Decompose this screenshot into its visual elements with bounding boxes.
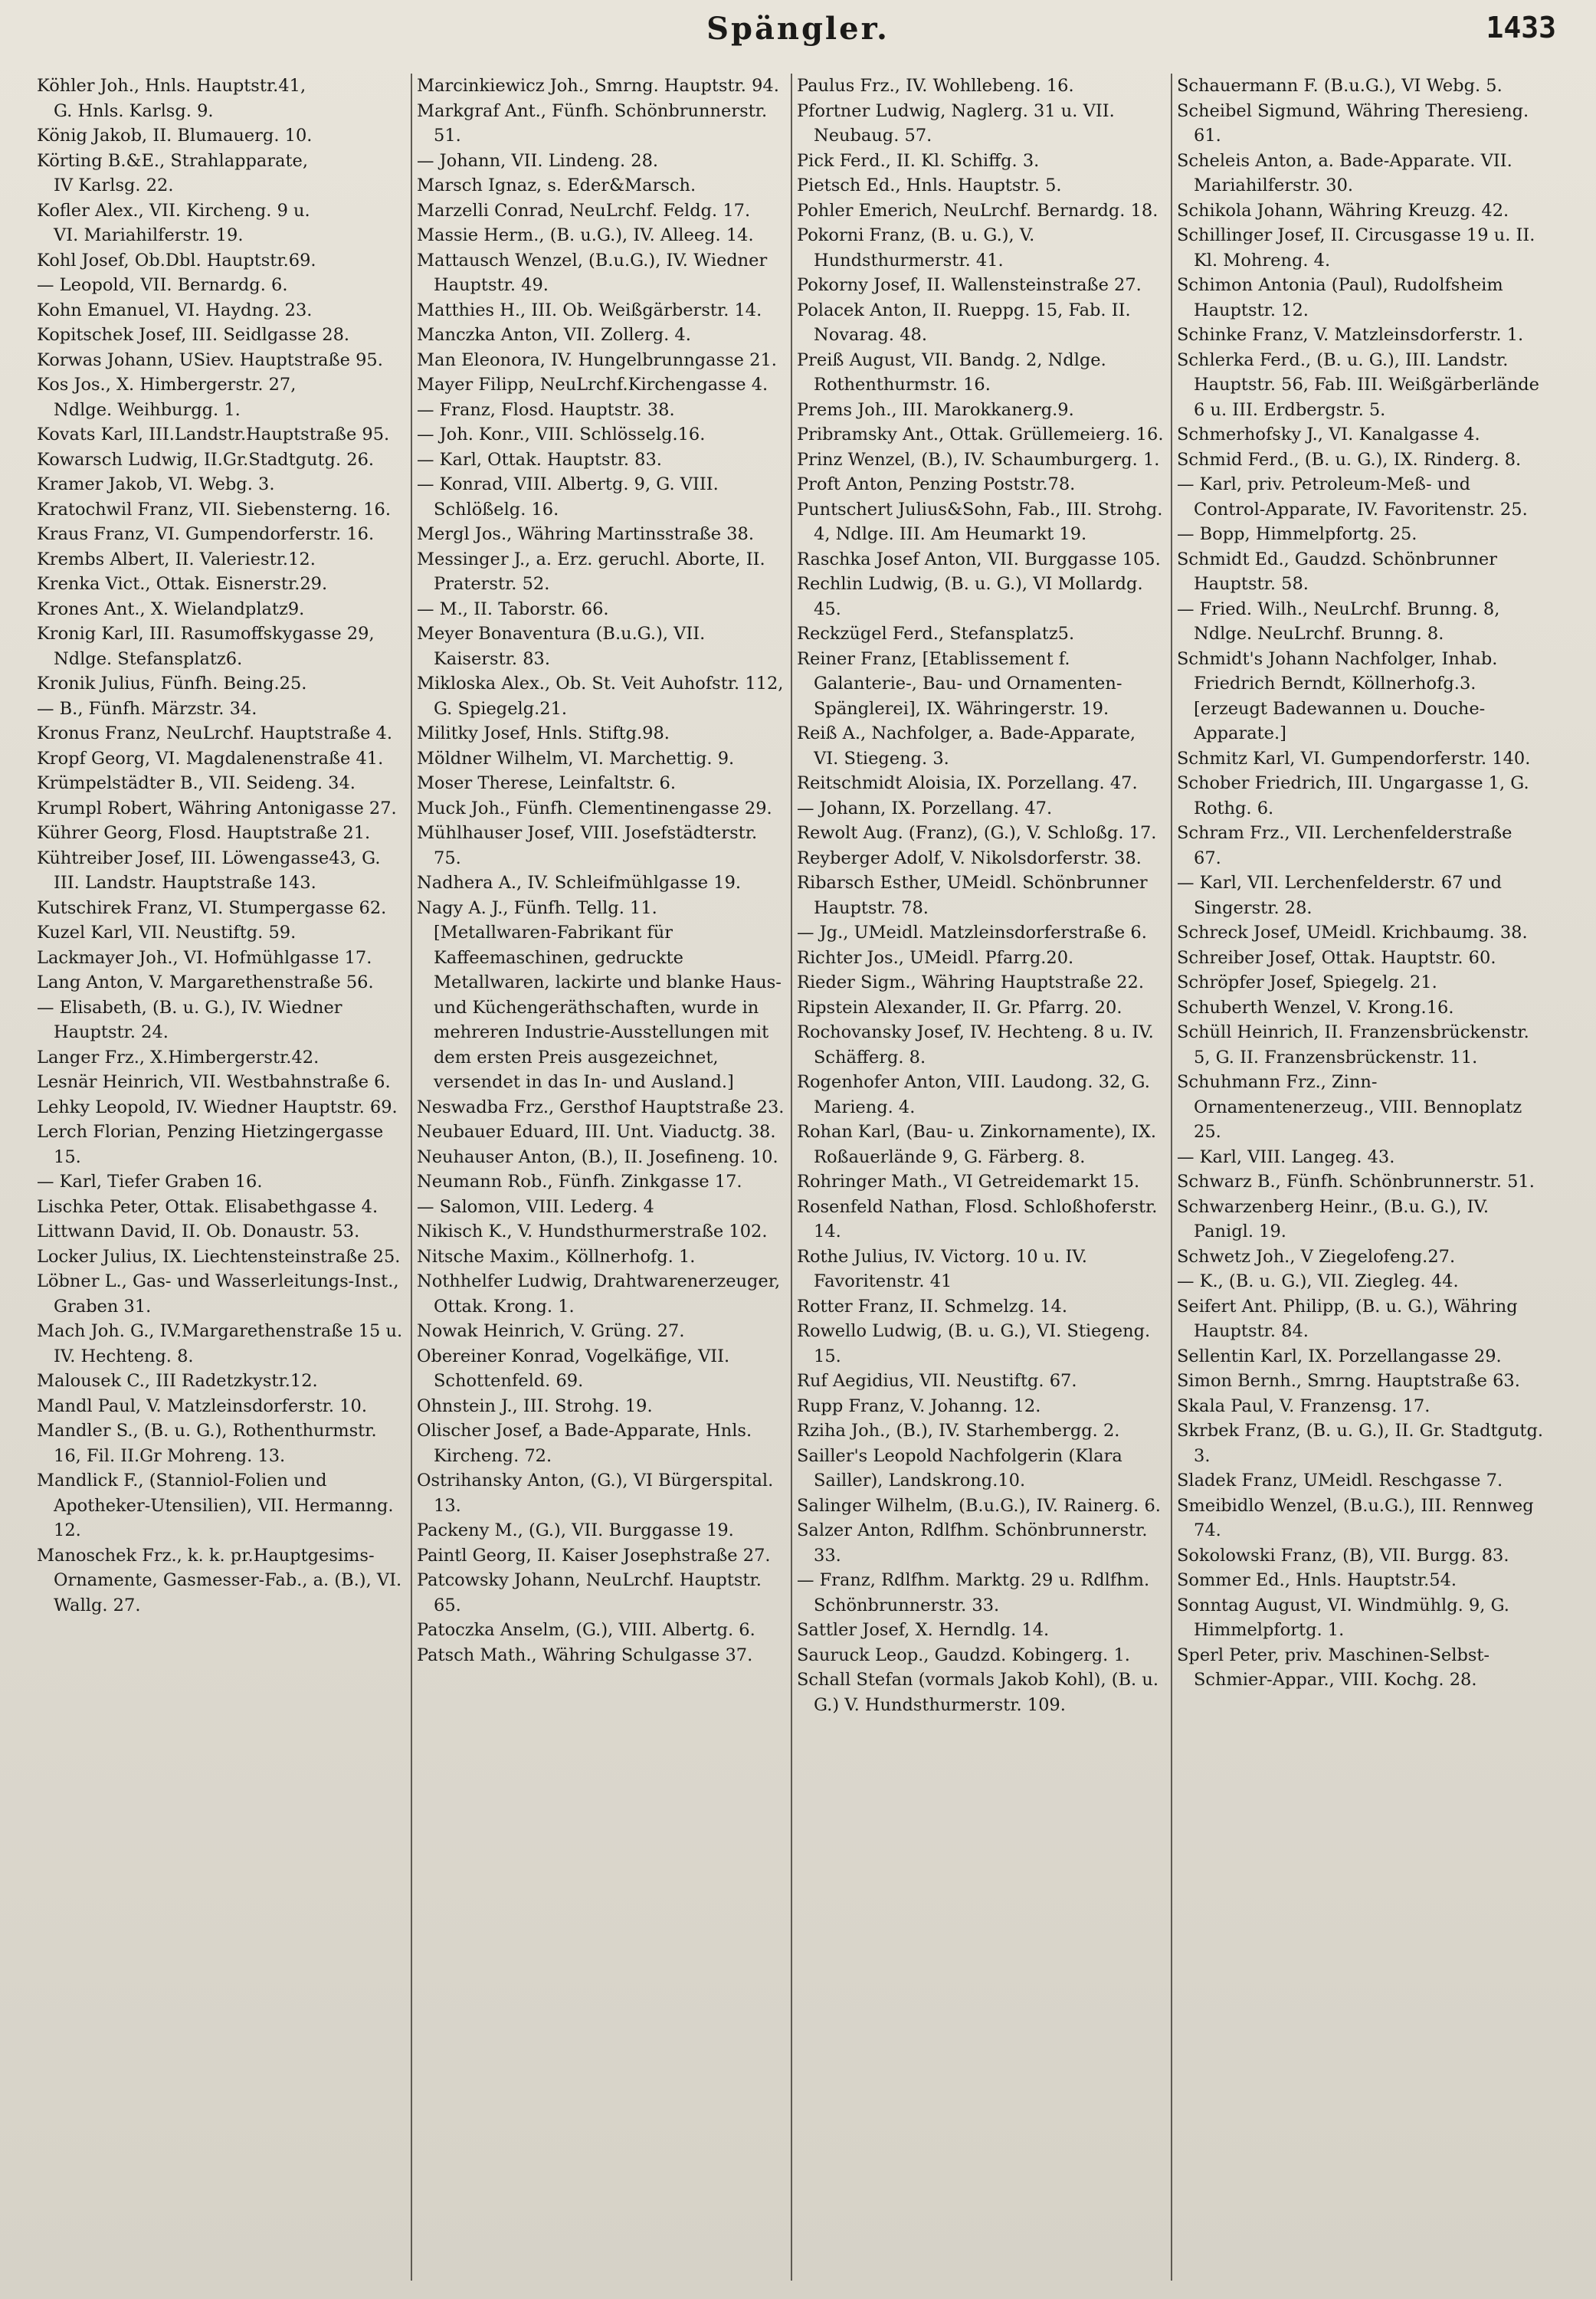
- directory-entry: Lerch Florian, Penzing Hietzingergasse 15.: [37, 1122, 384, 1167]
- directory-entry: Schauermann F. (B.u.G.), VI Webg. 5.: [1177, 76, 1503, 96]
- directory-entry: Mandlick F., (Stanniol-Folien und Apotheker-Utensilien), VII. Hermanng. 12.: [37, 1471, 394, 1540]
- directory-entry: — Karl, Ottak. Hauptstr. 83.: [417, 449, 662, 470]
- directory-entry: Salzer Anton, Rdlfhm. Schönbrunnerstr. 33.: [797, 1520, 1148, 1566]
- directory-entry: Mandl Paul, V. Matzleinsdorferstr. 10.: [37, 1395, 368, 1416]
- directory-entry: Kutschirek Franz, VI. Stumpergasse 62.: [37, 897, 387, 918]
- directory-entry: Krembs Albert, II. Valeriestr.12.: [37, 549, 316, 569]
- directory-entry: Kramer Jakob, VI. Webg. 3.: [37, 474, 275, 494]
- directory-entry: Muck Joh., Fünfh. Clementinengasse 29.: [417, 798, 772, 818]
- directory-entry: Man Eleonora, IV. Hungelbrunngasse 21.: [417, 349, 777, 370]
- directory-entry: Pribramsky Ant., Ottak. Grüllemeierg. 16.: [797, 425, 1164, 444]
- directory-entry: Rothe Julius, IV. Victorg. 10 u. IV. Favoritenstr. 41: [797, 1246, 1087, 1291]
- directory-entry: Prinz Wenzel, (B.), IV. Schaumburgerg. 1.: [797, 449, 1160, 470]
- directory-entry: Reyberger Adolf, V. Nikolsdorferstr. 38.: [797, 848, 1142, 868]
- directory-entry: Skrbek Franz, (B. u. G.), II. Gr. Stadtgutg. 3.: [1177, 1421, 1544, 1466]
- directory-entry: Kropf Georg, VI. Magdalenenstraße 41.: [37, 748, 384, 769]
- directory-entry: Kühtreiber Josef, III. Löwengasse43, G. III. Landstr. Hauptstraße 143.: [37, 848, 381, 893]
- directory-entry: Reckzügel Ferd., Stefansplatz5.: [797, 624, 1075, 644]
- directory-entry: Kos Jos., X. Himbergerstr. 27, Ndlge. Weihburgg. 1.: [37, 375, 297, 420]
- directory-entry: Massie Herm., (B. u.G.), IV. Alleeg. 14.: [417, 225, 754, 245]
- directory-entry: Sauruck Leop., Gaudzd. Kobingerg. 1.: [797, 1645, 1130, 1665]
- directory-entry: Messinger J., a. Erz. geruchl. Aborte, II. Praterstr. 52.: [417, 549, 765, 594]
- directory-entry: Mattausch Wenzel, (B.u.G.), IV. Wiedner Hauptstr. 49.: [417, 250, 768, 295]
- directory-entry: Rotter Franz, II. Schmelzg. 14.: [797, 1296, 1068, 1317]
- directory-entry: Rochovansky Josef, IV. Hechteng. 8 u. IV. Schäfferg. 8.: [797, 1022, 1154, 1068]
- directory-entry: Nitsche Maxim., Köllnerhofg. 1.: [417, 1246, 696, 1267]
- directory-entry: Schreck Josef, UMeidl. Krichbaumg. 38.: [1177, 923, 1528, 943]
- directory-entry: Patoczka Anselm, (G.), VIII. Albertg. 6.: [417, 1620, 755, 1640]
- directory-entry: Matthies H., III. Ob. Weißgärberstr. 14.: [417, 300, 762, 320]
- directory-entry: Packeny M., (G.), VII. Burggasse 19.: [417, 1520, 734, 1540]
- directory-entry: Pfortner Ludwig, Naglerg. 31 u. VII. Neubaug. 57.: [797, 100, 1115, 146]
- column-divider: [411, 74, 412, 2281]
- directory-entry: — B., Fünfh. Märzstr. 34.: [37, 698, 257, 719]
- directory-entry: Rohan Karl, (Bau- u. Zinkornamente), IX. Roßauerlände 9, G. Färberg. 8.: [797, 1122, 1157, 1167]
- directory-columns: [37, 74, 1546, 2281]
- directory-entry: — Elisabeth, (B. u. G.), IV. Wiedner Hauptstr. 24.: [37, 997, 342, 1042]
- directory-entry: Marsch Ignaz, s. Eder&Marsch.: [417, 175, 696, 195]
- directory-entry: Schillinger Josef, II. Circusgasse 19 u. II. Kl. Mohreng. 4.: [1177, 225, 1535, 271]
- directory-entry: Raschka Josef Anton, VII. Burggasse 105.: [797, 549, 1161, 569]
- directory-entry: — Franz, Rdlfhm. Marktg. 29 u. Rdlfhm. Schönbrunnerstr. 33.: [797, 1570, 1150, 1615]
- directory-entry: Littwann David, II. Ob. Donaustr. 53.: [37, 1222, 360, 1241]
- page-number: 1433: [1486, 11, 1556, 44]
- directory-entry: Proft Anton, Penzing Poststr.78.: [797, 474, 1076, 494]
- directory-entry: Kronig Karl, III. Rasumoffskygasse 29, Ndlge. Stefansplatz6.: [37, 624, 375, 669]
- directory-entry: Lesnär Heinrich, VII. Westbahnstraße 6.: [37, 1072, 391, 1092]
- directory-entry: Mühlhauser Josef, VIII. Josefstädterstr. 75.: [417, 823, 758, 868]
- directory-entry: Körting B.&E., Strahlapparate, IV Karlsg. 22.: [37, 150, 309, 195]
- directory-entry: Smeibidlo Wenzel, (B.u.G.), III. Rennweg 74.: [1177, 1495, 1534, 1540]
- directory-entry: Lischka Peter, Ottak. Elisabethgasse 4.: [37, 1196, 379, 1217]
- directory-entry: Schinke Franz, V. Matzleinsdorferstr. 1.: [1177, 325, 1524, 345]
- directory-entry: Kronik Julius, Fünfh. Being.25.: [37, 674, 307, 694]
- directory-entry: Ohnstein J., III. Strohg. 19.: [417, 1395, 653, 1416]
- directory-entry: Rechlin Ludwig, (B. u. G.), VI Mollardg. 45.: [797, 574, 1143, 619]
- directory-entry: Rziha Joh., (B.), IV. Starhembergg. 2.: [797, 1421, 1120, 1441]
- directory-entry: Ostrihansky Anton, (G.), VI Bürgerspital. 13.: [417, 1471, 774, 1516]
- directory-entry: Sommer Ed., Hnls. Hauptstr.54.: [1177, 1570, 1457, 1590]
- directory-entry: Lang Anton, V. Margarethenstraße 56.: [37, 972, 374, 992]
- directory-entry: Marzelli Conrad, NeuLrchf. Feldg. 17.: [417, 200, 751, 221]
- directory-entry: Pietsch Ed., Hnls. Hauptstr. 5.: [797, 175, 1062, 195]
- column-4: [1177, 74, 1545, 2281]
- column-1: [37, 74, 405, 2281]
- directory-entry: — Franz, Flosd. Hauptstr. 38.: [417, 399, 675, 420]
- column-3: [797, 74, 1165, 2281]
- directory-entry: — Karl, Tiefer Graben 16.: [37, 1172, 263, 1192]
- directory-entry: Rogenhofer Anton, VIII. Laudong. 32, G. Marieng. 4.: [797, 1072, 1150, 1117]
- directory-entry: — Jg., UMeidl. Matzleinsdorferstraße 6.: [797, 923, 1147, 943]
- column-divider: [1171, 74, 1172, 2281]
- directory-entry: Möldner Wilhelm, VI. Marchettig. 9.: [417, 748, 735, 769]
- directory-entry: Neuhauser Anton, (B.), II. Josefineng. 10.: [417, 1146, 778, 1167]
- directory-entry: Schober Friedrich, III. Ungargasse 1, G. Rothg. 6.: [1177, 773, 1529, 818]
- directory-entry: Scheibel Sigmund, Währing Theresieng. 61.: [1177, 100, 1529, 146]
- directory-entry: Neswadba Frz., Gersthof Hauptstraße 23.: [417, 1097, 785, 1117]
- directory-entry: Kührer Georg, Flosd. Hauptstraße 21.: [37, 823, 371, 843]
- directory-entry: — Joh. Konr., VIII. Schlösselg.16.: [417, 425, 706, 444]
- directory-entry: — Bopp, Himmelpfortg. 25.: [1177, 524, 1417, 544]
- directory-entry: Richter Jos., UMeidl. Pfarrg.20.: [797, 947, 1074, 968]
- directory-entry: Kohn Emanuel, VI. Haydng. 23.: [37, 300, 313, 320]
- directory-entry: Meyer Bonaventura (B.u.G.), VII. Kaiserstr. 83.: [417, 624, 706, 669]
- directory-entry: Obereiner Konrad, Vogelkäfige, VII. Schottenfeld. 69.: [417, 1346, 730, 1391]
- directory-entry: Skala Paul, V. Franzensg. 17.: [1177, 1395, 1431, 1416]
- directory-entry: Pokorni Franz, (B. u. G.), V. Hundsthurmerstr. 41.: [797, 225, 1035, 271]
- directory-entry: Ripstein Alexander, II. Gr. Pfarrg. 20.: [797, 997, 1122, 1018]
- directory-entry: Schüll Heinrich, II. Franzensbrückenstr. 5, G. II. Franzensbrückenstr. 11.: [1177, 1022, 1529, 1068]
- directory-entry: Neumann Rob., Fünfh. Zinkgasse 17.: [417, 1172, 742, 1192]
- directory-entry: Sladek Franz, UMeidl. Reschgasse 7.: [1177, 1471, 1503, 1491]
- directory-entry: Kopitschek Josef, III. Seidlgasse 28.: [37, 325, 350, 345]
- directory-entry: Schwarz B., Fünfh. Schönbrunnerstr. 51.: [1177, 1172, 1535, 1192]
- directory-entry: Sellentin Karl, IX. Porzellangasse 29.: [1177, 1346, 1502, 1366]
- directory-entry: Nadhera A., IV. Schleifmühlgasse 19.: [417, 873, 742, 893]
- directory-entry: Scheleis Anton, a. Bade-Apparate. VII. Mariahilferstr. 30.: [1177, 150, 1512, 195]
- directory-entry: Preiß August, VII. Bandg. 2, Ndlge. Rothenthurmstr. 16.: [797, 349, 1106, 395]
- directory-entry: Moser Therese, Leinfaltstr. 6.: [417, 773, 676, 793]
- directory-entry: Mach Joh. G., IV.Margarethenstraße 15 u. IV. Hechteng. 8.: [37, 1321, 403, 1366]
- directory-entry: — K., (B. u. G.), VII. Ziegleg. 44.: [1177, 1271, 1459, 1291]
- directory-entry: Rohringer Math., VI Getreidemarkt 15.: [797, 1172, 1140, 1192]
- directory-entry: Schmidt's Johann Nachfolger, Inhab. Friedrich Berndt, Köllnerhofg.3. [erzeugt Badewannen u. Douche-Apparate.]: [1177, 648, 1498, 743]
- directory-entry: Simon Bernh., Smrng. Hauptstraße 63.: [1177, 1371, 1520, 1391]
- directory-entry: Olischer Josef, a Bade-Apparate, Hnls. Kircheng. 72.: [417, 1421, 752, 1466]
- directory-entry: — Johann, IX. Porzellang. 47.: [797, 798, 1053, 818]
- directory-entry: Schmitz Karl, VI. Gumpendorferstr. 140.: [1177, 748, 1531, 769]
- directory-entry: Mikloska Alex., Ob. St. Veit Auhofstr. 112, G. Spiegelg.21.: [417, 674, 784, 719]
- directory-entry: Schmid Ferd., (B. u. G.), IX. Rinderg. 8.: [1177, 449, 1522, 470]
- directory-entry: Malousek C., III Radetzkystr.12.: [37, 1371, 318, 1391]
- directory-entry: König Jakob, II. Blumauerg. 10.: [37, 126, 313, 146]
- directory-entry: Schmidt Ed., Gaudzd. Schönbrunner Hauptstr. 58.: [1177, 549, 1498, 594]
- directory-entry: — Johann, VII. Lindeng. 28.: [417, 150, 659, 171]
- directory-entry: — Konrad, VIII. Albertg. 9, G. VIII. Schlößelg. 16.: [417, 474, 719, 520]
- directory-entry: — Salomon, VIII. Lederg. 4: [417, 1196, 654, 1217]
- directory-entry: Schall Stefan (vormals Jakob Kohl), (B. u. G.) V. Hundsthurmerstr. 109.: [797, 1670, 1159, 1715]
- directory-entry: Nowak Heinrich, V. Grüng. 27.: [417, 1321, 685, 1341]
- directory-entry: Kratochwil Franz, VII. Siebensterng. 16.: [37, 499, 391, 520]
- directory-entry: Schuhmann Frz., Zinn-Ornamentenerzeug., VIII. Bennoplatz 25.: [1177, 1072, 1522, 1142]
- directory-entry: Schmerhofsky J., VI. Kanalgasse 4.: [1177, 425, 1480, 444]
- directory-entry: Prems Joh., III. Marokkanerg.9.: [797, 399, 1074, 420]
- directory-entry: Paintl Georg, II. Kaiser Josephstraße 27.: [417, 1545, 771, 1566]
- directory-entry: Pick Ferd., II. Kl. Schiffg. 3.: [797, 150, 1040, 171]
- directory-entry: Schimon Antonia (Paul), Rudolfsheim Hauptstr. 12.: [1177, 275, 1503, 320]
- directory-entry: Langer Frz., X.Himbergerstr.42.: [37, 1047, 320, 1068]
- directory-entry: Kofler Alex., VII. Kircheng. 9 u. VI. Mariahilferstr. 19.: [37, 200, 310, 245]
- directory-entry: Schwetz Joh., V Ziegelofeng.27.: [1177, 1246, 1456, 1267]
- column-divider: [791, 74, 792, 2281]
- directory-entry: Manoschek Frz., k. k. pr.Hauptgesims-Ornamente, Gasmesser-Fab., a. (B.), VI. Wallg. 27.: [37, 1545, 402, 1615]
- directory-entry: Schikola Johann, Währing Kreuzg. 42.: [1177, 200, 1509, 221]
- directory-entry: Sokolowski Franz, (B), VII. Burgg. 83.: [1177, 1545, 1509, 1566]
- directory-entry: — Karl, VII. Lerchenfelderstr. 67 und Singerstr. 28.: [1177, 873, 1503, 918]
- directory-entry: Patsch Math., Währing Schulgasse 37.: [417, 1645, 753, 1665]
- directory-entry: Rieder Sigm., Währing Hauptstraße 22.: [797, 972, 1144, 992]
- directory-entry: Puntschert Julius&Sohn, Fab., III. Strohg. 4, Ndlge. III. Am Heumarkt 19.: [797, 499, 1163, 544]
- directory-entry: — Fried. Wilh., NeuLrchf. Brunng. 8, Ndlge. NeuLrchf. Brunng. 8.: [1177, 599, 1500, 644]
- directory-entry: — Karl, VIII. Langeg. 43.: [1177, 1146, 1395, 1167]
- column-2: [417, 74, 785, 2281]
- directory-entry: Neubauer Eduard, III. Unt. Viaductg. 38.: [417, 1122, 776, 1142]
- directory-entry: Korwas Johann, USiev. Hauptstraße 95.: [37, 349, 383, 370]
- directory-entry: Lackmayer Joh., VI. Hofmühlgasse 17.: [37, 947, 372, 968]
- directory-entry: Rosenfeld Nathan, Flosd. Schloßhoferstr. 14.: [797, 1196, 1158, 1241]
- directory-entry: Sperl Peter, priv. Maschinen-Selbst-Schmier-Appar., VIII. Kochg. 28.: [1177, 1645, 1490, 1690]
- directory-entry: Schröpfer Josef, Spiegelg. 21.: [1177, 972, 1437, 992]
- directory-entry: Mayer Filipp, NeuLrchf.Kirchengasse 4.: [417, 375, 769, 395]
- directory-entry: Polacek Anton, II. Rueppg. 15, Fab. II. Novarag. 48.: [797, 300, 1131, 345]
- directory-entry: Nikisch K., V. Hundsthurmerstraße 102.: [417, 1222, 768, 1241]
- directory-entry: Schwarzenberg Heinr., (B.u. G.), IV. Panigl. 19.: [1177, 1196, 1489, 1241]
- directory-entry: Krümpelstädter B., VII. Seideng. 34.: [37, 773, 356, 793]
- directory-entry: Kovats Karl, III.Landstr.Hauptstraße 95.: [37, 425, 390, 444]
- directory-entry: Locker Julius, IX. Liechtensteinstraße 25.: [37, 1246, 401, 1267]
- directory-entry: Rowello Ludwig, (B. u. G.), VI. Stiegeng. 15.: [797, 1321, 1151, 1366]
- directory-entry: Schlerka Ferd., (B. u. G.), III. Landstr. Hauptstr. 56, Fab. III. Weißgärberlände 6 u. III. Erdbergstr. 5.: [1177, 349, 1539, 420]
- directory-entry: Sailler's Leopold Nachfolgerin (Klara Sailler), Landskrong.10.: [797, 1445, 1122, 1491]
- page-header: [0, 0, 1596, 64]
- directory-entry: Köhler Joh., Hnls. Hauptstr.41, G. Hnls. Karlsg. 9.: [37, 76, 306, 121]
- directory-entry: Krenka Vict., Ottak. Eisnerstr.29.: [37, 574, 328, 594]
- directory-entry: Reiner Franz, [Etablissement f. Galanterie-, Bau- und Ornamenten-Spänglerei], IX. Währingerstr. 19.: [797, 648, 1122, 719]
- directory-entry: Schuberth Wenzel, V. Krong.16.: [1177, 997, 1454, 1018]
- directory-entry: Schreiber Josef, Ottak. Hauptstr. 60.: [1177, 947, 1496, 968]
- directory-entry: Lehky Leopold, IV. Wiedner Hauptstr. 69.: [37, 1097, 398, 1117]
- directory-entry: Manczka Anton, VII. Zollerg. 4.: [417, 325, 691, 345]
- directory-entry: Pokorny Josef, II. Wallensteinstraße 27.: [797, 275, 1142, 295]
- directory-entry: — Leopold, VII. Bernardg. 6.: [37, 275, 288, 295]
- directory-entry: — Karl, priv. Petroleum-Meß- und Control-Apparate, IV. Favoritenstr. 25.: [1177, 474, 1528, 520]
- directory-entry: Rewolt Aug. (Franz), (G.), V. Schloßg. 17.: [797, 823, 1157, 843]
- directory-entry: Marcinkiewicz Joh., Smrng. Hauptstr. 94.: [417, 76, 779, 96]
- directory-entry: Kohl Josef, Ob.Dbl. Hauptstr.69.: [37, 250, 316, 271]
- directory-entry: Mergl Jos., Währing Martinsstraße 38.: [417, 524, 755, 544]
- directory-entry: — M., II. Taborstr. 66.: [417, 599, 609, 619]
- directory-entry: Kronus Franz, NeuLrchf. Hauptstraße 4.: [37, 723, 393, 743]
- directory-entry: Markgraf Ant., Fünfh. Schönbrunnerstr. 51.: [417, 100, 768, 146]
- directory-entry: Sattler Josef, X. Herndlg. 14.: [797, 1620, 1050, 1640]
- directory-entry: Kowarsch Ludwig, II.Gr.Stadtgutg. 26.: [37, 449, 375, 470]
- directory-entry: Krumpl Robert, Währing Antonigasse 27.: [37, 798, 397, 818]
- page-title: Spängler.: [706, 11, 890, 47]
- directory-entry: Ruf Aegidius, VII. Neustiftg. 67.: [797, 1371, 1077, 1391]
- directory-entry: Seifert Ant. Philipp, (B. u. G.), Währing Hauptstr. 84.: [1177, 1296, 1518, 1341]
- directory-entry: Kraus Franz, VI. Gumpendorferstr. 16.: [37, 524, 375, 544]
- directory-entry: Pohler Emerich, NeuLrchf. Bernardg. 18.: [797, 200, 1158, 221]
- directory-entry: Löbner L., Gas- und Wasserleitungs-Inst., Graben 31.: [37, 1271, 399, 1317]
- directory-entry: Schram Frz., VII. Lerchenfelderstraße 67.: [1177, 823, 1512, 868]
- directory-entry: Patcowsky Johann, NeuLrchf. Hauptstr. 65.: [417, 1570, 762, 1615]
- directory-entry: Rupp Franz, V. Johanng. 12.: [797, 1395, 1041, 1416]
- directory-entry: Militky Josef, Hnls. Stiftg.98.: [417, 723, 670, 743]
- directory-entry: Reitschmidt Aloisia, IX. Porzellang. 47.: [797, 773, 1138, 793]
- directory-entry: Nothhelfer Ludwig, Drahtwarenerzeuger, Ottak. Krong. 1.: [417, 1271, 781, 1317]
- directory-entry: Mandler S., (B. u. G.), Rothenthurmstr. 16, Fil. II.Gr Mohreng. 13.: [37, 1421, 377, 1466]
- directory-entry: Reiß A., Nachfolger, a. Bade-Apparate, VI. Stiegeng. 3.: [797, 723, 1136, 769]
- directory-entry: Salinger Wilhelm, (B.u.G.), IV. Rainerg. 6.: [797, 1495, 1161, 1516]
- directory-entry: Krones Ant., X. Wielandplatz9.: [37, 599, 305, 619]
- directory-entry: Sonntag August, VI. Windmühlg. 9, G. Himmelpfortg. 1.: [1177, 1595, 1509, 1640]
- directory-entry: Paulus Frz., IV. Wohllebeng. 16.: [797, 76, 1074, 96]
- directory-entry: Nagy A. J., Fünfh. Tellg. 11. [Metallwaren-Fabrikant für Kaffeemaschinen, gedruckte Metallwaren, lackirte und blanke Haus- und Küchengeräthschaften, wurde in mehreren Industrie-Ausstellungen mit dem ersten Preis ausgezeichnet, versendet in das In- und Ausland.]: [417, 897, 782, 1092]
- directory-entry: Ribarsch Esther, UMeidl. Schönbrunner Hauptstr. 78.: [797, 873, 1148, 918]
- directory-entry: Kuzel Karl, VII. Neustiftg. 59.: [37, 923, 297, 943]
